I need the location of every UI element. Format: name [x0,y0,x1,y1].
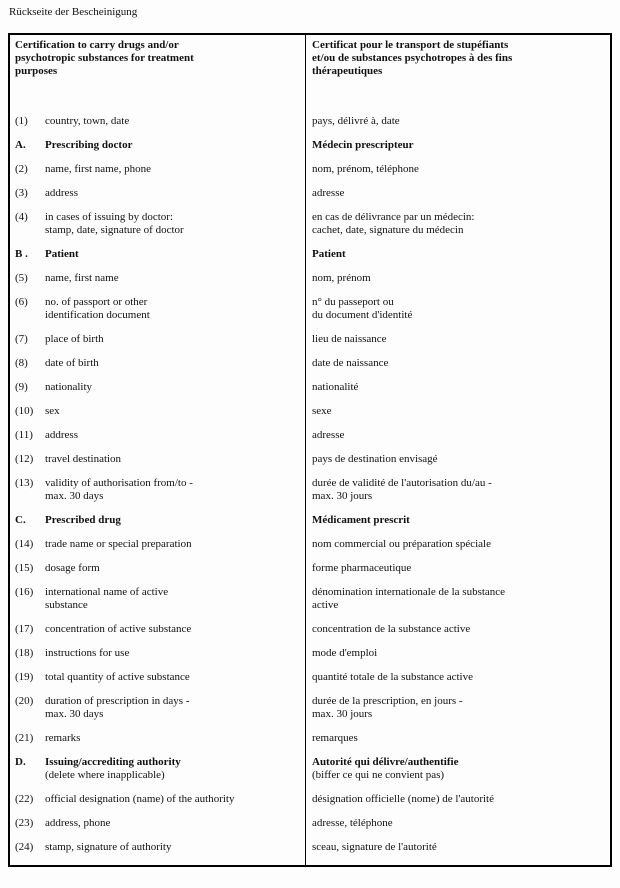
row-text-line: Prescribing doctor [45,139,133,151]
item-number: (7) [15,333,28,345]
row-text [45,562,299,575]
french-cell [306,793,610,817]
table-row [10,211,610,248]
english-cell [10,211,306,248]
row-text [45,115,299,128]
row-text-line: travel destination [45,453,122,465]
row-text-line: Patient [312,248,346,260]
table-row [10,163,610,187]
french-cell [306,115,610,139]
item-number: (16) [15,586,34,598]
row-text-line: (biffer ce qui ne convient pas) [312,769,445,781]
english-cell [10,477,306,514]
row-text-line: adresse, téléphone [312,817,393,829]
table-header-row [10,35,610,115]
row-text-line: (delete where inapplicable) [45,769,165,781]
page-label: Rückseite der Bescheinigung [9,6,138,18]
item-number: (14) [15,538,34,550]
row-text-line: quantité totale de la substance active [312,671,473,683]
english-cell [10,514,306,538]
french-cell [306,35,610,115]
row-text [45,514,299,527]
row-text-line: total quantity of active substance [45,671,190,683]
row-text [45,139,299,152]
row-text [45,381,299,394]
english-cell [10,272,306,296]
french-cell [306,296,610,333]
french-cell [306,453,610,477]
row-text [45,732,299,745]
item-number: D. [15,756,26,768]
certificate-table [8,33,612,867]
table-row [10,429,610,453]
table-row [10,586,610,623]
table-row [10,272,610,296]
row-text-line: et/ou de substances psychotropes à des fins [312,52,513,64]
french-cell [306,163,610,187]
row-text-line: Certification to carry drugs and/or [15,39,179,51]
french-cell [306,756,610,793]
french-cell [306,211,610,248]
item-number: (19) [15,671,34,683]
row-text [45,187,299,200]
row-text [45,211,299,237]
row-text-line: pays de destination envisagé [312,453,438,465]
english-cell [10,357,306,381]
french-cell [306,562,610,586]
row-text [45,817,299,830]
row-text [45,538,299,551]
section-row [10,514,610,538]
row-text-line: date de naissance [312,357,389,369]
row-text-line: Médicament prescrit [312,514,410,526]
row-text-line: durée de validité de l'autorisation du/au - [312,477,492,489]
table-row [10,381,610,405]
row-text-line: max. 30 jours [312,490,373,502]
row-text-line: dosage form [45,562,100,574]
french-cell [306,139,610,163]
row-text-line: no. of passport or other [45,296,148,308]
row-text-line: n° du passeport ou [312,296,394,308]
row-text [45,333,299,346]
english-cell [10,115,306,139]
row-text-line: name, first name [45,272,119,284]
row-text-line: date of birth [45,357,99,369]
french-cell [306,429,610,453]
item-number: A. [15,139,26,151]
table-row [10,623,610,647]
row-text-line: address [45,429,78,441]
french-cell [306,477,610,514]
row-text [45,163,299,176]
item-number: B . [15,248,28,260]
row-text-line: country, town, date [45,115,130,127]
table-row [10,562,610,586]
row-text-line: dénomination internationale de la substance [312,586,506,598]
row-text-line: sceau, signature de l'autorité [312,841,437,853]
row-text-line: durée de la prescription, en jours - [312,695,463,707]
row-text-line: purposes [15,65,58,77]
row-text [45,671,299,684]
row-text-line: nationality [45,381,93,393]
english-cell [10,333,306,357]
row-text-line: Prescribed drug [45,514,121,526]
english-cell [10,429,306,453]
row-text-line: substance [45,599,88,611]
row-text-line: du document d'identité [312,309,413,321]
row-text-line: active [312,599,339,611]
table-row [10,817,610,841]
table-row [10,647,610,671]
english-cell [10,35,306,115]
row-text [45,296,299,322]
item-number: (17) [15,623,34,635]
row-text-line: address [45,187,78,199]
row-text-line: Patient [45,248,79,260]
row-text-line: adresse [312,187,345,199]
row-text-line: max. 30 days [45,708,104,720]
row-text [45,841,299,854]
table-row [10,732,610,756]
row-text-line: nom, prénom, téléphone [312,163,419,175]
table-row [10,695,610,732]
french-cell [306,357,610,381]
row-text-line: official designation (name) of the authority [45,793,235,805]
table-row [10,538,610,562]
english-cell [10,695,306,732]
english-cell [10,187,306,211]
section-row [10,756,610,793]
item-number: (8) [15,357,28,369]
french-cell [306,841,610,865]
row-text-line: concentration de la substance active [312,623,471,635]
french-cell [306,333,610,357]
english-cell [10,586,306,623]
french-cell [306,514,610,538]
item-number: (3) [15,187,28,199]
row-text [45,623,299,636]
english-cell [10,453,306,477]
row-text-line: remarques [312,732,358,744]
row-text-line: sex [45,405,60,417]
row-text-line: duration of prescription in days - [45,695,190,707]
english-cell [10,139,306,163]
item-number: C. [15,514,26,526]
row-text-line: cachet, date, signature du médecin [312,224,464,236]
row-text [45,248,299,261]
item-number: (10) [15,405,34,417]
row-text-line: concentration of active substance [45,623,192,635]
row-text [45,477,299,503]
row-text-line: trade name or special preparation [45,538,192,550]
english-cell [10,841,306,865]
item-number: (1) [15,115,28,127]
french-cell [306,671,610,695]
row-text [45,695,299,721]
row-text-line: pays, délivré à, date [312,115,400,127]
row-text-line: sexe [312,405,332,417]
row-text-line: max. 30 days [45,490,104,502]
french-cell [306,405,610,429]
french-cell [306,695,610,732]
section-row [10,248,610,272]
english-cell [10,793,306,817]
english-cell [10,296,306,333]
french-cell [306,586,610,623]
row-text-line: forme pharmaceutique [312,562,412,574]
table-row [10,841,610,865]
row-text-line: en cas de délivrance par un médecin: [312,211,475,223]
table-row [10,405,610,429]
row-text-line: in cases of issuing by doctor: [45,211,174,223]
table-row [10,296,610,333]
item-number: (18) [15,647,34,659]
french-cell [306,248,610,272]
table-row [10,357,610,381]
row-text-line: Médecin prescripteur [312,139,414,151]
row-text [45,429,299,442]
table-row [10,115,610,139]
row-text-line: nationalité [312,381,359,393]
item-number: (23) [15,817,34,829]
item-number: (9) [15,381,28,393]
english-cell [10,405,306,429]
row-text-line: name, first name, phone [45,163,151,175]
english-cell [10,817,306,841]
row-text-line: Issuing/accrediting authority [45,756,181,768]
row-text-line: address, phone [45,817,111,829]
row-text-line: place of birth [45,333,104,345]
french-cell [306,538,610,562]
table-row [10,333,610,357]
row-text-line: Autorité qui délivre/authentifie [312,756,459,768]
row-text-line: stamp, signature of authority [45,841,172,853]
french-cell [306,187,610,211]
row-text-line: nom commercial ou préparation spéciale [312,538,491,550]
english-cell [10,647,306,671]
french-cell [306,381,610,405]
item-number: (5) [15,272,28,284]
french-cell [306,623,610,647]
item-number: (22) [15,793,34,805]
row-text [45,756,299,782]
english-cell [10,381,306,405]
item-number: (15) [15,562,34,574]
row-text-line: adresse [312,429,345,441]
english-cell [10,538,306,562]
english-cell [10,248,306,272]
english-cell [10,756,306,793]
french-cell [306,272,610,296]
row-text-line: lieu de naissance [312,333,387,345]
row-text [45,357,299,370]
item-number: (4) [15,211,28,223]
row-text-line: désignation officielle (nome) de l'autorité [312,793,494,805]
french-cell [306,817,610,841]
row-text [45,793,299,806]
row-text-line: instructions for use [45,647,130,659]
row-text [45,272,299,285]
row-text-line: max. 30 jours [312,708,373,720]
item-number: (11) [15,429,33,441]
french-cell [306,647,610,671]
row-text [45,647,299,660]
item-number: (20) [15,695,34,707]
english-cell [10,623,306,647]
french-cell [306,732,610,756]
row-text-line: remarks [45,732,81,744]
english-cell [10,163,306,187]
row-text-line: stamp, date, signature of doctor [45,224,184,236]
table-row [10,187,610,211]
english-cell [10,562,306,586]
english-cell [10,732,306,756]
table-row [10,793,610,817]
table-row [10,671,610,695]
item-number: (24) [15,841,34,853]
row-text-line: international name of active [45,586,169,598]
row-text-line: mode d'emploi [312,647,378,659]
row-text-line: nom, prénom [312,272,371,284]
row-text [45,453,299,466]
item-number: (13) [15,477,34,489]
row-text [45,405,299,418]
row-text-line: identification document [45,309,150,321]
item-number: (6) [15,296,28,308]
row-text [45,586,299,612]
table-row [10,477,610,514]
row-text-line: psychotropic substances for treatment [15,52,194,64]
row-text-line: Certificat pour le transport de stupéfiants [312,39,509,51]
item-number: (2) [15,163,28,175]
english-cell [10,671,306,695]
item-number: (21) [15,732,34,744]
section-row [10,139,610,163]
row-text-line: validity of authorisation from/to - [45,477,193,489]
item-number: (12) [15,453,34,465]
table-row [10,453,610,477]
row-text-line: thérapeutiques [312,65,383,77]
